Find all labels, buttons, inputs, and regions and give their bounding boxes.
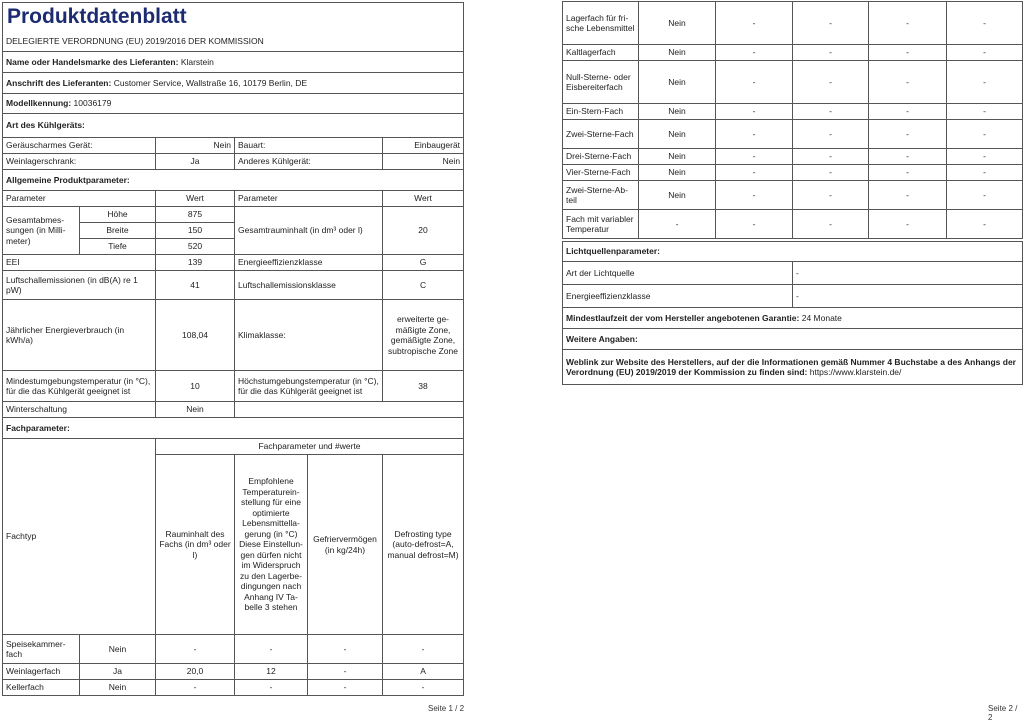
table-row	[563, 104, 1023, 120]
climate-class-label: Klimaklasse:	[235, 300, 383, 371]
depth-label: Tiefe	[80, 239, 156, 255]
compartment-present: Nein	[639, 61, 716, 104]
compartment-temp: 12	[235, 664, 308, 680]
compartment-name: Null-Sterne- oder Eisbereiterfach	[563, 61, 639, 104]
supplier-address: Customer Service, Wallstraße 16, 10179 Berlin, DE	[113, 77, 308, 88]
compartment-name: Zwei-Sterne-Fach	[563, 120, 639, 149]
compartment-present: Nein	[639, 149, 716, 165]
supplier-address-row	[3, 73, 464, 94]
annual-energy-value: 108,04	[156, 300, 235, 371]
section-heading-more: Weitere Angaben:	[563, 329, 1023, 350]
table-row	[563, 181, 1023, 210]
light-type-label: Art der Lichtquelle	[563, 262, 793, 285]
supplier-name: Klarstein	[180, 56, 214, 67]
compartment-name: Weinlagerfach	[3, 664, 80, 680]
compartment-present: Nein	[80, 635, 156, 664]
page-number-2: Seite 2 / 2	[988, 704, 1018, 722]
compartment-type-header: Fachtyp	[3, 439, 156, 635]
header-parameter-2: Parameter	[235, 191, 383, 207]
model-row	[3, 94, 464, 114]
header-value-2: Wert	[383, 191, 464, 207]
compartment-name: Kellerfach	[3, 680, 80, 696]
max-temp-label: Höchstumgebungstemperatur (in °C), für die das Kühlgerät geeignet ist	[235, 371, 383, 402]
light-class-value: -	[793, 285, 1023, 308]
compartment-volume: -	[716, 61, 793, 104]
compartment-volume: 20,0	[156, 664, 235, 680]
compartment-name: Zwei-Sterne-Abteil	[563, 181, 639, 210]
low-noise-value: Nein	[156, 138, 235, 154]
page-number-1: Seite 1 / 2	[428, 704, 465, 713]
compartment-temp: -	[793, 165, 869, 181]
design-label: Bauart:	[235, 138, 383, 154]
compartment-defrost: A	[383, 664, 464, 680]
height-label: Höhe	[80, 207, 156, 223]
compartment-volume: -	[716, 2, 793, 45]
supplier-name-row	[3, 52, 464, 73]
table-row	[563, 45, 1023, 61]
compartment-defrost: -	[947, 165, 1023, 181]
compartment-name: Kaltlagerfach	[563, 45, 639, 61]
compartment-defrost: -	[947, 45, 1023, 61]
compartment-present: Nein	[639, 165, 716, 181]
table-row	[3, 680, 464, 696]
wine-cabinet-label: Weinlagerschrank:	[3, 154, 156, 170]
compartment-name: Lagerfach für frische Lebensmittel	[563, 2, 639, 45]
width-value: 150	[156, 223, 235, 239]
table-row	[563, 61, 1023, 104]
compartment-volume: -	[716, 165, 793, 181]
noise-label: Luftschallemissionen (in dB(A) re 1 pW)	[3, 271, 156, 300]
compartment-defrost: -	[947, 149, 1023, 165]
winter-mode-value: Nein	[156, 402, 235, 418]
energy-class-label: Energieeffizienzklasse	[235, 255, 383, 271]
compartment-defrost-header: Defrosting type (auto-defrost=A, manual defrost=M)	[383, 455, 464, 635]
compartment-present: Ja	[80, 664, 156, 680]
winter-mode-label: Winterschaltung	[3, 402, 156, 418]
min-temp-label: Mindestumgebungstemperatur (in °C), für die das Kühlgerät geeignet ist	[3, 371, 156, 402]
compartment-volume: -	[156, 680, 235, 696]
compartment-freeze: -	[869, 165, 947, 181]
datasheet-page-2-info	[562, 241, 1023, 385]
compartment-freeze: -	[869, 181, 947, 210]
compartment-defrost: -	[947, 61, 1023, 104]
other-appliance-label: Anderes Kühlgerät:	[235, 154, 383, 170]
compartment-freeze-header: Gefriervermögen (in kg/24h)	[308, 455, 383, 635]
section-heading-type: Art des Kühlgeräts:	[3, 114, 464, 138]
compartment-defrost: -	[947, 181, 1023, 210]
min-temp-value: 10	[156, 371, 235, 402]
compartment-present: Nein	[80, 680, 156, 696]
header-parameter: Parameter	[3, 191, 156, 207]
compartment-temp: -	[793, 149, 869, 165]
compartment-params-header: Fachparameter und #werte	[156, 439, 464, 455]
eei-value: 139	[156, 255, 235, 271]
model-label: Modellkennung:	[6, 98, 72, 109]
compartment-volume: -	[716, 181, 793, 210]
light-type-value: -	[793, 262, 1023, 285]
compartment-temp: -	[793, 61, 869, 104]
height-value: 875	[156, 207, 235, 223]
compartment-volume: -	[156, 635, 235, 664]
section-heading-general: Allgemeine Produktparameter:	[3, 170, 464, 191]
compartment-volume: -	[716, 104, 793, 120]
other-appliance-value: Nein	[383, 154, 464, 170]
depth-value: 520	[156, 239, 235, 255]
compartment-freeze: -	[869, 104, 947, 120]
compartment-present: Nein	[639, 181, 716, 210]
compartment-freeze: -	[869, 2, 947, 45]
compartment-defrost: -	[947, 2, 1023, 45]
table-row	[3, 635, 464, 664]
compartment-temp: -	[235, 680, 308, 696]
compartment-freeze: -	[308, 635, 383, 664]
supplier-name-label: Name oder Handelsmarke des Lieferanten:	[6, 56, 179, 67]
supplier-address-label: Anschrift des Lieferanten:	[6, 77, 112, 88]
max-temp-value: 38	[383, 371, 464, 402]
compartment-temp: -	[235, 635, 308, 664]
table-row	[563, 2, 1023, 45]
wine-cabinet-value: Ja	[156, 154, 235, 170]
compartment-name: Speisekammerfach	[3, 635, 80, 664]
model-id: 10036179	[73, 98, 112, 109]
page-title: Produktdatenblatt	[3, 3, 464, 32]
light-class-label: Energieeffizienzklasse	[563, 285, 793, 308]
compartment-freeze: -	[308, 680, 383, 696]
header-value: Wert	[156, 191, 235, 207]
compartment-present: Nein	[639, 2, 716, 45]
empty-cell	[235, 402, 464, 418]
warranty-row	[563, 308, 1023, 329]
low-noise-label: Geräuscharmes Gerät:	[3, 138, 156, 154]
weblink-url[interactable]: https://www.klarstein.de/	[809, 367, 902, 377]
compartment-volume: -	[716, 210, 793, 239]
compartment-volume: -	[716, 45, 793, 61]
warranty-label: Mindestlaufzeit der vom Hersteller angebotenen Garantie:	[566, 312, 800, 323]
section-heading-compartments: Fachparameter:	[3, 418, 464, 439]
section-heading-light: Lichtquellenparameter:	[563, 242, 1023, 262]
compartment-name: Vier-Sterne-Fach	[563, 165, 639, 181]
compartment-present: Nein	[639, 120, 716, 149]
compartment-freeze: -	[308, 664, 383, 680]
compartment-temp: -	[793, 181, 869, 210]
eei-label: EEI	[3, 255, 156, 271]
compartment-defrost: -	[383, 635, 464, 664]
compartment-defrost: -	[383, 680, 464, 696]
annual-energy-label: Jährlicher Energieverbrauch (in kWh/a)	[3, 300, 156, 371]
design-value: Einbaugerät	[383, 138, 464, 154]
datasheet-page-1	[2, 2, 464, 696]
compartment-volume-header: Rauminhalt des Fachs (in dm³ oder l)	[156, 455, 235, 635]
compartment-volume: -	[716, 120, 793, 149]
energy-class-value: G	[383, 255, 464, 271]
compartment-name: Fach mit variabler Temperatur	[563, 210, 639, 239]
compartment-defrost: -	[947, 210, 1023, 239]
compartment-present: Nein	[639, 104, 716, 120]
compartment-temp-header: Empfohlene Temperatureinstellung für eine optimierte Lebensmittellagerung (in °C) Diese Einstellungen dürfen nicht im Widerspruch zu den Lagerbedingungen nach Anhang IV Tabelle 3 stehen	[235, 455, 308, 635]
table-row	[563, 149, 1023, 165]
compartment-temp: -	[793, 210, 869, 239]
compartment-present: -	[639, 210, 716, 239]
volume-value: 20	[383, 207, 464, 255]
weblink-row	[563, 350, 1023, 385]
weblink-label: Weblink zur Website des Herstellers, auf der die Informationen gemäß Nummer 4 Buchstabe a des Anhangs der Verordnung (EU) 2019/2019 der Kommission zu finden sind:	[566, 356, 1016, 377]
compartment-freeze: -	[869, 45, 947, 61]
compartment-volume: -	[716, 149, 793, 165]
compartment-freeze: -	[869, 149, 947, 165]
volume-label: Gesamtrauminhalt (in dm³ oder l)	[235, 207, 383, 255]
table-row	[3, 664, 464, 680]
compartment-freeze: -	[869, 210, 947, 239]
datasheet-page-2-compartments	[562, 1, 1023, 239]
compartment-defrost: -	[947, 120, 1023, 149]
compartment-name: Drei-Sterne-Fach	[563, 149, 639, 165]
noise-value: 41	[156, 271, 235, 300]
compartment-name: Ein-Stern-Fach	[563, 104, 639, 120]
noise-class-label: Luftschallemissionsklasse	[235, 271, 383, 300]
compartment-freeze: -	[869, 61, 947, 104]
compartment-defrost: -	[947, 104, 1023, 120]
compartment-temp: -	[793, 120, 869, 149]
width-label: Breite	[80, 223, 156, 239]
compartment-temp: -	[793, 104, 869, 120]
noise-class-value: C	[383, 271, 464, 300]
compartment-temp: -	[793, 2, 869, 45]
compartment-present: Nein	[639, 45, 716, 61]
climate-class-value: erweiterte gemäßigte Zone, gemäßigte Zone, subtropische Zone	[383, 300, 464, 371]
regulation-title: DELEGIERTE VERORDNUNG (EU) 2019/2016 DER KOMMISSION	[3, 32, 464, 52]
compartment-freeze: -	[869, 120, 947, 149]
compartment-temp: -	[793, 45, 869, 61]
table-row	[563, 120, 1023, 149]
table-row	[563, 165, 1023, 181]
table-row	[563, 210, 1023, 239]
dimensions-label: Gesamtabmessungen (in Millimeter)	[3, 207, 80, 255]
warranty-value: 24 Monate	[801, 312, 842, 323]
